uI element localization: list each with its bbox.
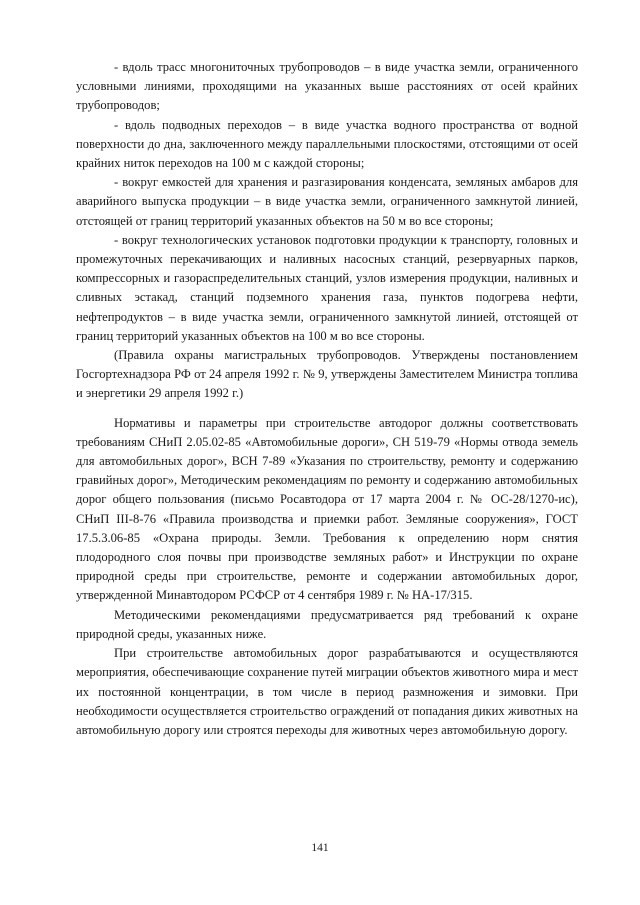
paragraph-underwater-crossings: - вдоль подводных переходов – в виде участка водного пространства от водной поверхности до дна, заключенного между параллельными плоскостями, отстоящими от осей крайних ниток переходов на 100 м с каждой стороны;	[76, 117, 578, 171]
paragraph-wildlife-migration: При строительстве автомобильных дорог разрабатываются и осуществляются мероприятия, обеспечивающие сохранение путей миграции объектов животного мира и мест их постоянной концентрации, в том числе в период размножения и зимовки. При необходимости осуществляется строительство ограждений от попадания диких животных на автомобильную дорогу или строятся переходы для животных через автомобильную дорогу.	[76, 646, 578, 737]
paragraph-pipeline-protection-rules: (Правила охраны магистральных трубопроводов. Утверждены постановлением Госгортехнадзора РФ от 24 апреля 1992 г. № 9, утверждены Заместителем Министра топлива и энергетики 29 апреля 1992 г.)	[76, 348, 578, 401]
paragraph-condensate-tanks: - вокруг емкостей для хранения и разгазирования конденсата, земляных амбаров для аварийного выпуска продукции – в виде участка земли, ограниченного замкнутой линией, отстоящей от границ территорий указанных объектов на 50 м во все стороны;	[76, 175, 578, 228]
paragraph-methodical-recommendations: Методическими рекомендациями предусматривается ряд требований к охране природной среды, указанных ниже.	[76, 607, 578, 641]
document-page	[76, 58, 578, 740]
page-number: 141	[311, 842, 329, 854]
paragraph-multi-line-pipelines: - вдоль трасс многониточных трубопроводов – в виде участка земли, ограниченного условными линиями, проходящими на указанных выше расстояниях от осей крайних трубопроводов;	[76, 60, 578, 113]
paragraph-road-construction-norms: Нормативы и параметры при строительстве автодорог должны соответствовать требованиям СНиП 2.05.02-85 «Автомобильные дороги», СН 519-79 «Нормы отвода земель для автомобильных дорог», ВСН 7-89 «Указания по строительству, ремонту и содержанию гравийных дорог», Методическим рекомендациям по ремонту и содержанию автомобильных дорог общего пользования (письмо Росавтодора от 17 марта 2004 г. № ОС-28/1270-ис), СНиП III-8-76 «Правила производства и приемки работ. Земляные сооружения», ГОСТ 17.5.3.06-85 «Охрана природы. Земли. Требования к определению норм снятия плодородного слоя почвы при производстве земляных работ» и Инструкции по охране природной среды при строительстве, ремонте и содержании автомобильных дорог, утвержденной Минавтодором РСФСР от 4 сентября 1989 г. № НА-17/315.	[76, 415, 578, 603]
paragraph-technological-installations: - вокруг технологических установок подготовки продукции к транспорту, головных и промежуточных перекачивающих и наливных насосных станций, резервуарных парков, компрессорных и газораспределительных станций, узлов измерения продукции, наливных и сливных эстакад, станций подземного хранения газа, пунктов подогрева нефти, нефтепродуктов – в виде участка земли, ограниченного замкнутой линией, отстоящей от границ территорий указанных объектов на 100 м во все стороны.	[76, 232, 578, 343]
